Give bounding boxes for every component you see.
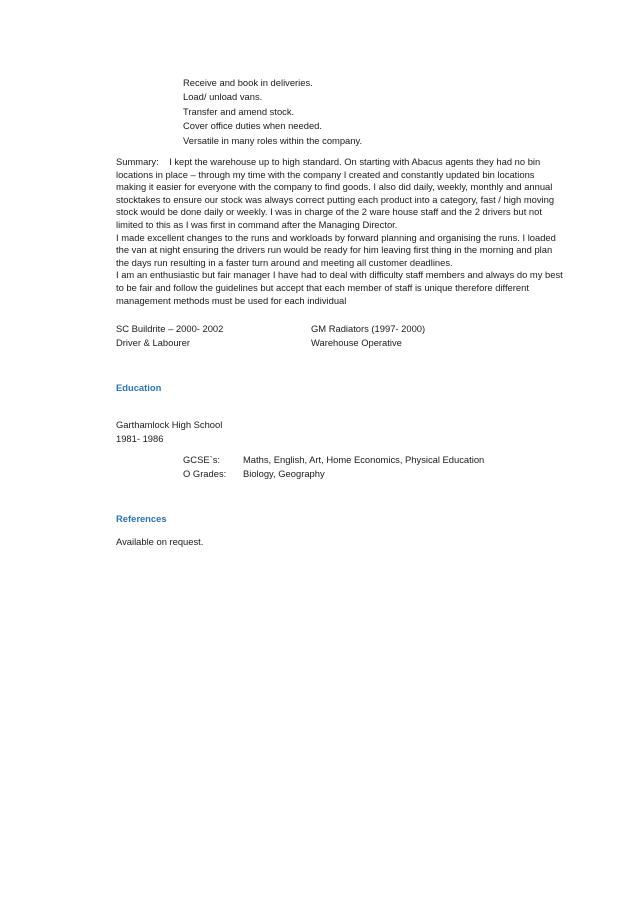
job-role: Driver & Labourer (116, 337, 190, 349)
job-role: Warehouse Operative (311, 337, 402, 349)
qualification-label: GCSE`s: (183, 454, 220, 465)
summary-text: I kept the warehouse up to high standard. On starting with Abacus agents they had no bin locations in place – through my time with the company I created and constantly updated bin locations making it easier for everyone with the company to find goods. I also did daily, weekly, monthly and annual stocktakes to ensure our stock was always correct putting each product into a category, fast / high moving stock would be done daily or weekly. I was in charge of the 2 ware house staff and the 2 drivers but not limited to this as I was first in command after the Managing Director. (116, 156, 555, 230)
qualification-subjects: Biology, Geography (243, 468, 325, 480)
duty-item: Versatile in many roles within the company. (183, 134, 363, 146)
duty-item: Receive and book in deliveries. (183, 77, 313, 88)
job-employer: GM Radiators (1997- 2000) (311, 323, 426, 334)
summary-section (116, 156, 566, 307)
school-entry (116, 418, 222, 447)
job-entry (116, 322, 223, 351)
education-heading: Education (116, 382, 162, 393)
summary-paragraph (116, 156, 566, 232)
qualification-label: O Grades: (183, 468, 227, 480)
qualification-subjects: Maths, English, Art, Home Economics, Physical Education (243, 454, 485, 465)
school-years: 1981- 1986 (116, 433, 164, 445)
summary-paragraph: I made excellent changes to the runs and workloads by forward planning and organising the runs. I loaded the van at night ensuring the drivers run would be ready for him leaving first thing in the morning and plan the days run resulting in a faster turn around and meeting all customer deadlines. (116, 231, 556, 268)
summary-paragraph: I am an enthusiastic but fair manager I have had to deal with difficulty staff members and always do my best to be fair and follow the guidelines but accept that each member of staff is unique therefore different management methods must be used for each individual (116, 269, 563, 306)
summary-label: Summary: (116, 156, 159, 167)
qualifications-list (183, 453, 484, 482)
qualification-row (183, 467, 484, 481)
duty-item: Load/ unload vans. (183, 91, 263, 103)
duty-item: Transfer and amend stock. (183, 105, 295, 117)
references-heading: References (116, 513, 167, 524)
duties-list (183, 76, 362, 148)
school-name: Garthamlock High School (116, 419, 223, 430)
qualification-row (183, 453, 484, 467)
references-text: Available on request. (116, 536, 204, 547)
job-employer: SC Buildrite – 2000- 2002 (116, 323, 224, 334)
job-entry (311, 322, 425, 351)
duty-item: Cover office duties when needed. (183, 120, 322, 132)
